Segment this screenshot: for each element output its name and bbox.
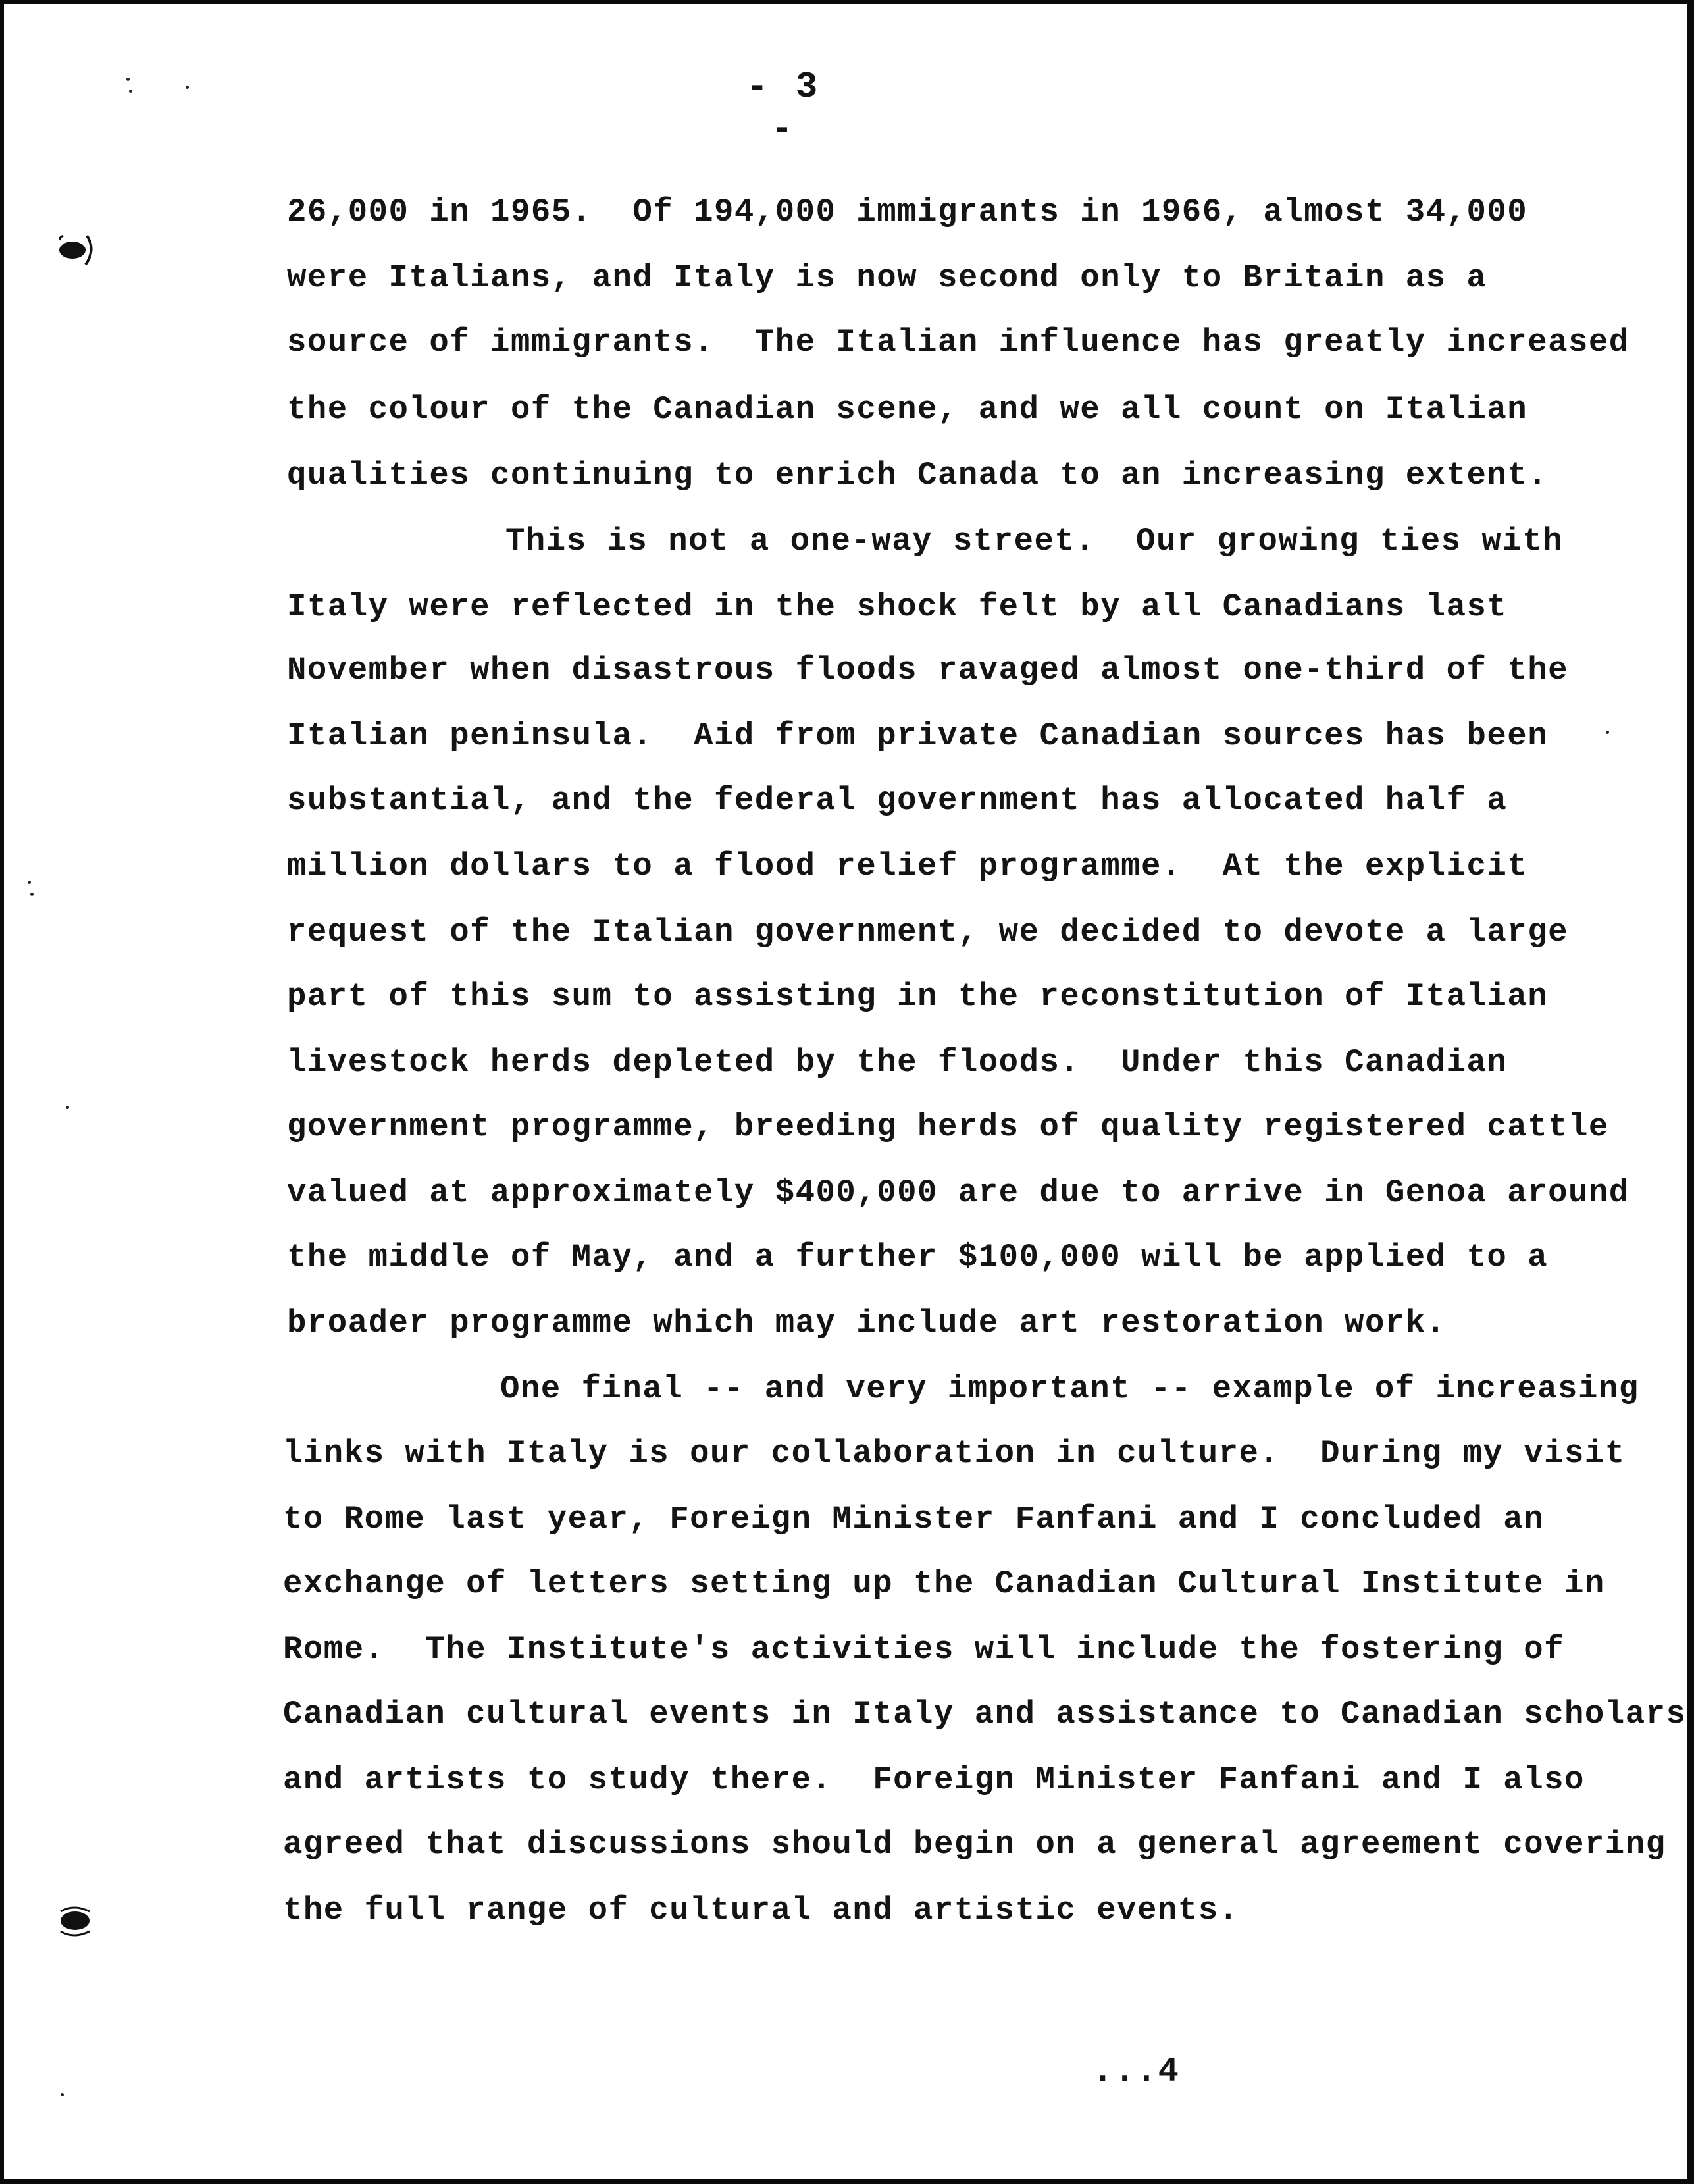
text-line: One final -- and very important -- example of increasing <box>500 1370 1639 1407</box>
text-line: million dollars to a flood relief programme. At the explicit <box>287 848 1528 885</box>
text-line: exchange of letters setting up the Canadian Cultural Institute in <box>283 1565 1605 1602</box>
scan-speck <box>186 86 189 89</box>
text-line: the middle of May, and a further $100,000 will be applied to a <box>287 1239 1549 1276</box>
scan-speck <box>1606 731 1609 734</box>
scan-speck <box>28 881 31 884</box>
text-line: This is not a one-way street. Our growing ties with <box>505 523 1564 559</box>
text-line: were Italians, and Italy is now second only to Britain as a <box>287 259 1487 296</box>
text-line: the full range of cultural and artistic events. <box>283 1892 1239 1929</box>
punch-hole-icon <box>54 232 96 267</box>
scan-speck <box>126 78 130 81</box>
text-line: Italian peninsula. Aid from private Canadian sources has been <box>287 717 1549 754</box>
text-line: and artists to study there. Foreign Minister Fanfani and I also <box>283 1761 1585 1798</box>
punch-hole-icon <box>54 1904 96 1939</box>
text-line: to Rome last year, Foreign Minister Fanfani and I concluded an <box>283 1501 1545 1538</box>
text-line: request of the Italian government, we decided to devote a large <box>287 914 1569 950</box>
page-number: - 3 - <box>746 66 821 150</box>
text-line: valued at approximately $400,000 are due to arrive in Genoa around <box>287 1174 1630 1211</box>
text-line: links with Italy is our collaboration in culture. During my visit <box>283 1435 1626 1472</box>
text-line: agreed that discussions should begin on a general agreement covering <box>283 1826 1666 1863</box>
scan-speck <box>61 2093 64 2096</box>
text-line: Italy were reflected in the shock felt by all Canadians last <box>287 588 1508 625</box>
scan-speck <box>66 1106 69 1109</box>
text-line: Canadian cultural events in Italy and assistance to Canadian scholars <box>283 1696 1687 1732</box>
text-line: substantial, and the federal government has allocated half a <box>287 782 1508 819</box>
text-line: broader programme which may include art restoration work. <box>287 1305 1447 1341</box>
continuation-marker: ...4 <box>1092 2052 1180 2091</box>
text-line: livestock herds depleted by the floods. Under this Canadian <box>287 1044 1508 1081</box>
text-line: Rome. The Institute's activities will include the fostering of <box>283 1631 1565 1668</box>
text-line: qualities continuing to enrich Canada to an increasing extent. <box>287 457 1549 494</box>
text-line: part of this sum to assisting in the reconstitution of Italian <box>287 978 1549 1015</box>
scan-speck <box>129 90 132 93</box>
text-line: the colour of the Canadian scene, and we all count on Italian <box>287 391 1528 428</box>
text-line: 26,000 in 1965. Of 194,000 immigrants in 1966, almost 34,000 <box>287 194 1528 230</box>
scan-speck <box>30 893 34 896</box>
text-line: source of immigrants. The Italian influence has greatly increased <box>287 324 1630 361</box>
text-line: government programme, breeding herds of quality registered cattle <box>287 1108 1609 1145</box>
text-line: November when disastrous floods ravaged almost one-third of the <box>287 652 1569 689</box>
